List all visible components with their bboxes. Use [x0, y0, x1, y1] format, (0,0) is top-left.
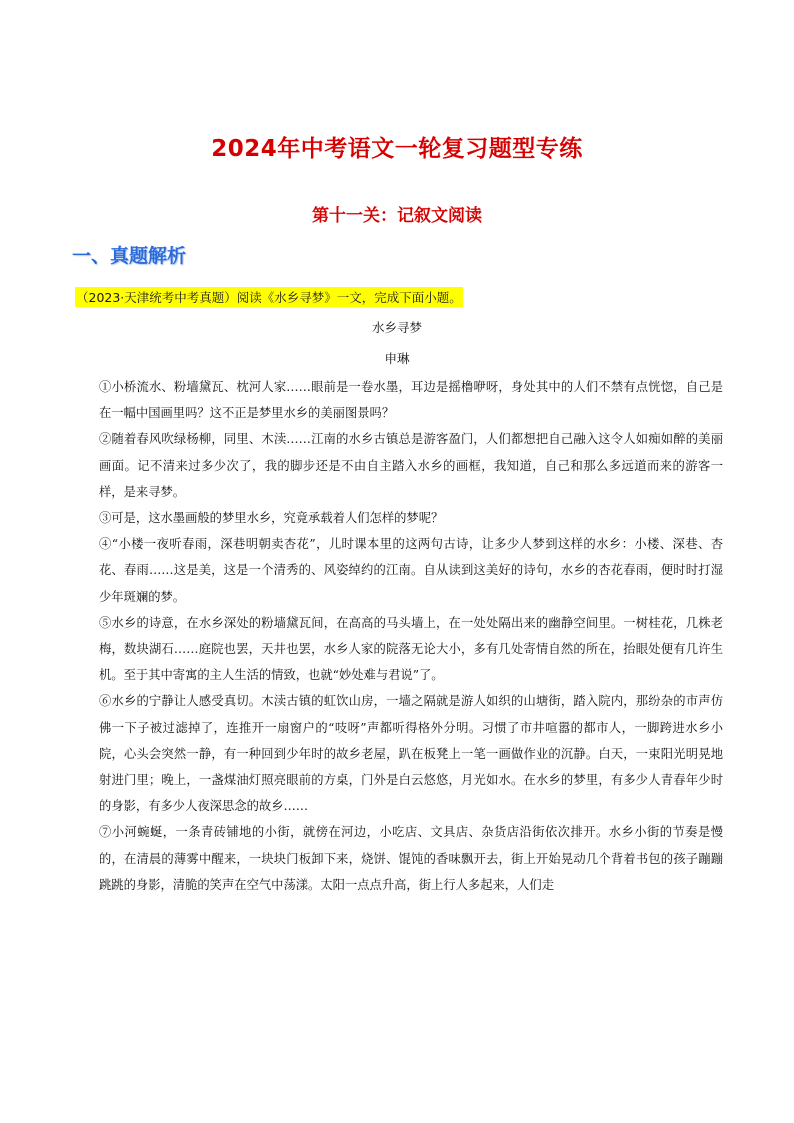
- essay-paragraph-3: ③可是，这水墨画般的梦里水乡，究竟承载着人们怎样的梦呢？: [99, 511, 444, 526]
- essay-paragraph-5: ⑤水乡的诗意，在水乡深处的粉墙黛瓦间，在高高的马头墙上，在一处处隔出来的幽静空间里。一树桂花，几株老梅，数块湖石……庭院也罢，天井也罢，水乡人家的院落无论大小，多有几处寄情自然的所在，抬眼处便有几许生机。至于其中寄寓的主人生活的情致，也就“妙处难与君说”了。: [99, 615, 723, 683]
- essay-body: [75, 374, 723, 898]
- document-subtitle: 第十一关：记叙文阅读: [312, 206, 482, 226]
- essay-paragraph-2: ②随着春风吹绿杨柳，同里、木渎……江南的水乡古镇总是游客盈门，人们都想把自己融入这令人如痴如醉的美丽画面。记不清来过多少次了，我的脚步还是不由自主踏入水乡的画框，我知道，自己和那么多远道而来的游客一样，是来寻梦。: [99, 432, 723, 499]
- section-heading: 一、真题解析: [72, 245, 187, 267]
- essay-author: 申琳: [384, 351, 410, 366]
- essay-paragraph-7: ⑦小河蜿蜒，一条青砖铺地的小街，就傍在河边，小吃店、文具店、杂货店沿街依次排开。水乡小街的节奏是慢的，在清晨的薄雾中醒来，一块块门板卸下来，烧饼、馄饨的香味飘开去，街上开始晃动几个背着书包的孩子蹦蹦跳跳的身影，清脆的笑声在空气中荡漾。太阳一点点升高，街上行人多起来，人们走: [99, 825, 723, 892]
- essay-paragraph-1: ①小桥流水、粉墙黛瓦、枕河人家……眼前是一卷水墨，耳边是摇橹咿呀，身处其中的人们不禁有点恍惚，自己是在一幅中国画里吗？这不正是梦里水乡的美丽图景吗？: [99, 380, 723, 421]
- essay-paragraph-6: ⑥水乡的宁静让人感受真切。木渎古镇的虹饮山房，一墙之隔就是游人如织的山塘街，踏入院内，那纷杂的市声仿佛一下子被过滤掉了，连推开一扇窗户的“吱呀”声都听得格外分明。习惯了市井喧嚣的都市人，一脚跨进水乡小院，心头会突然一静，有一种回到少年时的故乡老屋，趴在板凳上一笔一画做作业的沉静。白天，一束阳光明晃地射进门里；晚上，一盏煤油灯照亮眼前的方桌，门外是白云悠悠，月光如水。在水乡的梦里，有多少人青春年少时的身影，有多少人夜深思念的故乡……: [99, 694, 723, 814]
- essay-paragraph-4: ④“小楼一夜听春雨，深巷明朝卖杏花”，儿时课本里的这两句古诗，让多少人梦到这样的水乡：小楼、深巷、杏花、春雨……这是美，这是一个清秀的、风姿绰约的江南。自从读到这美好的诗句，水乡的杏花春雨，便时时打湿少年斑斓的梦。: [99, 537, 723, 604]
- essay-title: 水乡寻梦: [371, 320, 422, 335]
- document-title: 2024年中考语文一轮复习题型专练: [211, 136, 583, 162]
- question-intro-highlight: （2023·天津统考中考真题）阅读《水乡寻梦》一文，完成下面小题。: [75, 287, 463, 307]
